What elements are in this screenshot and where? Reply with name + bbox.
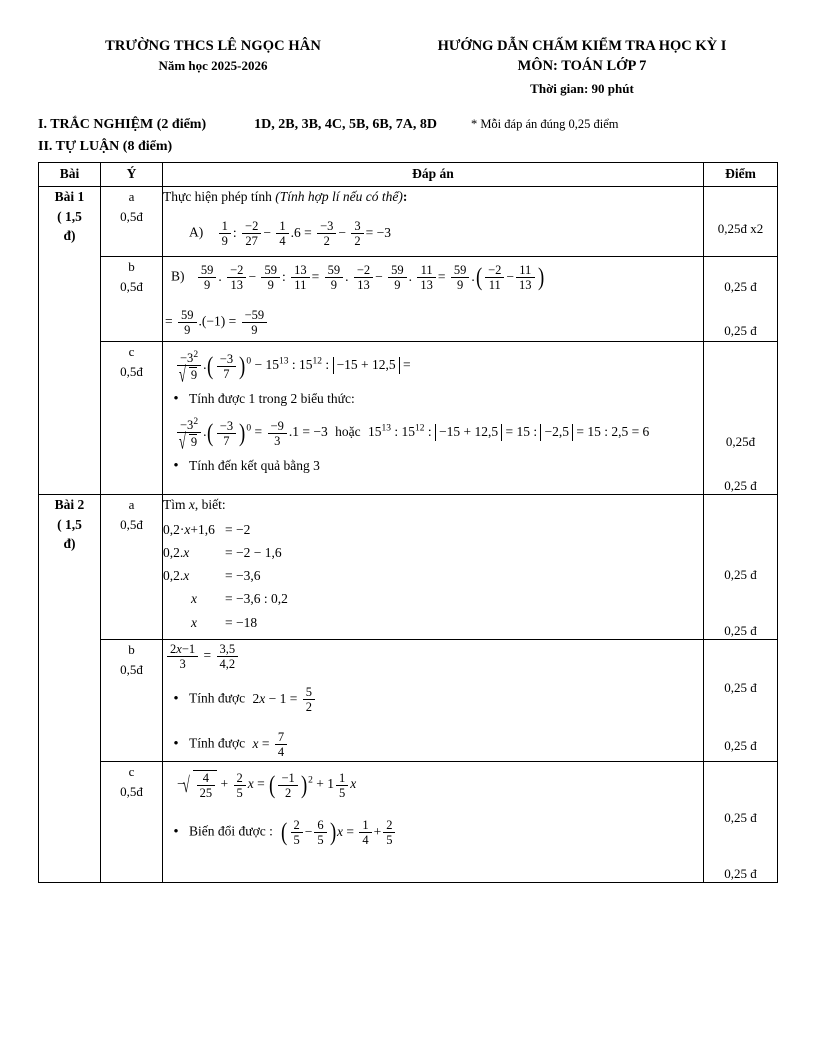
school-name: TRƯỜNG THCS LÊ NGỌC HÂN	[105, 38, 321, 54]
bullet-2c-text-1: Biến đổi được : ( $\frac{2}{5}$ − $\frac{6}{5}$ )x = $\frac{1}{4}$ + $\frac{2}{5}$	[189, 818, 397, 847]
bullet-2b-text-2: Tính được x = $\frac{7}{4}$	[189, 730, 289, 759]
y-score-1c: 0,5đ	[120, 363, 143, 379]
bai2-label-line2: ( 1,5	[57, 516, 82, 532]
answer-1c-or: hoặc	[335, 424, 361, 440]
bai1-label-line1: Bài 1	[54, 189, 85, 204]
y-letter-1a: a	[128, 189, 135, 204]
answer-2a-intro: Tìm x, biết:	[163, 497, 226, 513]
table-header-row	[39, 163, 778, 187]
score-1b-2: 0,25 đ	[724, 323, 757, 339]
expr-label-1a: A)	[189, 224, 204, 240]
bullet-1c-text-2: Tính đến kết quả bằng 3	[189, 458, 320, 474]
answer-2b-bullet-1	[163, 685, 703, 714]
guide-title: HƯỚNG DẪN CHẤM KIỂM TRA HỌC KỲ I	[437, 38, 727, 54]
bullet-icon: •	[173, 823, 179, 840]
bai1-label-line3: đ)	[63, 228, 76, 244]
cell-bai-2	[39, 495, 101, 883]
y-score-1b: 0,5đ	[120, 278, 143, 294]
cell-score-2b	[704, 640, 778, 762]
bullet-icon: •	[173, 391, 179, 408]
mc-scoring-note: * Mỗi đáp án đúng 0,25 điểm	[470, 117, 619, 131]
answer-1c-line1: $-3^2$ √ 9 .( $\frac{-3}{7}$ )$^0 - 15^{13}$ : $15^{12}$ : −15 + 12,5 =	[175, 350, 703, 382]
answer-1a-expression: A) $\frac{1}{9}$ : $\frac{-2}{27}$ − $\frac{1}{4}$ .6 = $\frac{-3}{2}$ − $\frac{3}{2}$ = −3	[189, 219, 391, 249]
intro-plain: Thực hiện phép tính	[163, 189, 276, 204]
answer-1a-intro	[163, 187, 703, 207]
cell-y-1b	[101, 257, 163, 342]
cell-answer-1b	[163, 257, 704, 342]
step-lhs: 0,2.x	[163, 568, 190, 583]
answer-2a-steps	[163, 520, 703, 633]
cell-y-2c	[101, 762, 163, 883]
subject-title: MÔN: TOÁN LỚP 7	[517, 58, 647, 74]
table-row	[39, 342, 778, 495]
essay-section-title: II. TỰ LUẬN (8 điểm)	[38, 139, 173, 154]
intro-italic: (Tính hợp lí nếu có thể)	[275, 189, 403, 204]
th-y: Ý	[101, 163, 163, 187]
answer-2b-bullet-2	[163, 730, 703, 759]
cell-score-1b	[704, 257, 778, 342]
cell-answer-2b	[163, 640, 704, 762]
cell-answer-2a	[163, 495, 704, 640]
cell-score-2a	[704, 495, 778, 640]
bai2-label-line1: Bài 2	[54, 497, 85, 513]
essay-section	[38, 139, 778, 155]
step-rhs: = −3,6 : 0,2	[225, 591, 288, 607]
table-row	[39, 257, 778, 342]
score-2b-1: 0,25 đ	[724, 680, 757, 696]
cell-y-1a	[101, 187, 163, 257]
bai2-label-line3: đ)	[63, 536, 76, 552]
header-right-block	[378, 38, 778, 97]
y-score-2b: 0,5đ	[120, 661, 143, 677]
mc-answer-key: 1D, 2B, 3B, 4C, 5B, 6B, 7A, 8D	[254, 117, 437, 132]
score-2b-2: 0,25 đ	[724, 738, 757, 754]
intro-colon: :	[402, 189, 408, 204]
cell-answer-1a	[163, 187, 704, 257]
bullet-1c-text-1: Tính được 1 trong 2 biểu thức:	[189, 391, 355, 407]
y-letter-1c: c	[128, 344, 135, 360]
bullet-icon: •	[173, 458, 179, 475]
step-lhs: 0,2·x+1,6	[163, 521, 215, 537]
th-diem: Điểm	[704, 163, 778, 187]
expr-label-1b: B)	[171, 268, 185, 284]
th-bai: Bài	[39, 163, 101, 187]
answer-1c-bullet-1	[163, 389, 703, 409]
y-letter-1b: b	[128, 259, 135, 275]
answer-key-table	[38, 162, 778, 883]
answer-1c-bullet-2	[163, 456, 703, 476]
score-2c-1: 0,25 đ	[724, 810, 757, 826]
bullet-2b-text-1: Tính được 2x − 1 = $\frac{5}{2}$	[189, 685, 317, 714]
th-dapan: Đáp án	[163, 163, 704, 187]
step-rhs: = −3,6	[225, 568, 261, 583]
step-rhs: = −18	[225, 614, 258, 630]
cell-score-1a	[704, 187, 778, 257]
step-lhs: 0,2.x	[163, 544, 190, 560]
cell-y-1c	[101, 342, 163, 495]
score-1c-1: 0,25đ	[725, 434, 756, 450]
y-score-2a: 0,5đ	[120, 516, 143, 532]
y-score-1a: 0,5đ	[120, 208, 143, 224]
step-rhs: = −2 − 1,6	[225, 544, 282, 560]
answer-2c-bullet-1	[163, 818, 703, 847]
exam-time: Thời gian: 90 phút	[530, 81, 634, 96]
table-row	[39, 762, 778, 883]
score-1a: 0,25đ x2	[717, 221, 764, 236]
header-left-block	[38, 38, 378, 74]
y-letter-2a: a	[128, 497, 135, 513]
document-header	[38, 38, 778, 97]
table-row	[39, 495, 778, 640]
score-2a-1: 0,25 đ	[724, 567, 757, 583]
score-2a-2: 0,25 đ	[724, 623, 757, 639]
school-year: Năm học 2025-2026	[158, 58, 268, 73]
step-rhs: = −2	[225, 521, 251, 537]
table-row	[39, 187, 778, 257]
answer-2b-line1: $\frac{2x-1}{3}$ = $\frac{3,5}{4,2}$	[165, 642, 703, 671]
y-score-2c: 0,5đ	[120, 783, 143, 799]
y-letter-2c: c	[128, 764, 135, 780]
cell-y-2b	[101, 640, 163, 762]
answer-1c-line2: $-3^2$ √ 9 .( $\frac{-3}{7}$ )$^0$ = $\frac{-9}{3}$ .1 = −3 hoặc $15^{13}$ : $15^{12}$ : −15 + 12,5 = 15 : −2,5 = 15 : 2,5 = 6	[175, 417, 703, 449]
bai1-label-line2: ( 1,5	[57, 208, 82, 224]
y-letter-2b: b	[128, 642, 135, 658]
answer-1b-line2: = $\frac{59}{9}$ .(−1) = $\frac{-59}{9}$	[165, 308, 703, 337]
cell-score-2c	[704, 762, 778, 883]
bullet-icon: •	[173, 690, 179, 707]
cell-answer-2c	[163, 762, 704, 883]
answer-2c-line1: − √ $\frac{4}{25}$ + $\frac{2}{5}$ x = ( $\frac{-1}{2}$ )$^2$ + 1 $\frac{1}{5}$ x	[177, 770, 703, 800]
score-2c-2: 0,25 đ	[724, 866, 757, 882]
step-lhs: x	[191, 591, 197, 607]
cell-answer-1c	[163, 342, 704, 495]
bullet-icon: •	[173, 735, 179, 752]
multiple-choice-section	[38, 117, 778, 133]
cell-bai-1	[39, 187, 101, 495]
table-row	[39, 640, 778, 762]
score-1b-1: 0,25 đ	[724, 279, 757, 295]
step-lhs: x	[191, 614, 197, 630]
cell-score-1c	[704, 342, 778, 495]
answer-1b-line1: B) $\frac{59}{9}$ . $\frac{-2}{13}$ − $\frac{59}{9}$ : $\frac{13}{11}$ = $\frac{59}{9}$ . $\frac{-2}{13}$ − $\frac{59}{9}$ . $\frac{11}{13}$ = $\frac{59}{9}$ .( $\frac{-2}{11}$ − $\frac{11}{13}$ )	[171, 263, 544, 293]
mc-section-title: I. TRẮC NGHIỆM (2 điểm)	[38, 117, 207, 132]
score-1c-2: 0,25 đ	[724, 478, 757, 494]
cell-y-2a	[101, 495, 163, 640]
